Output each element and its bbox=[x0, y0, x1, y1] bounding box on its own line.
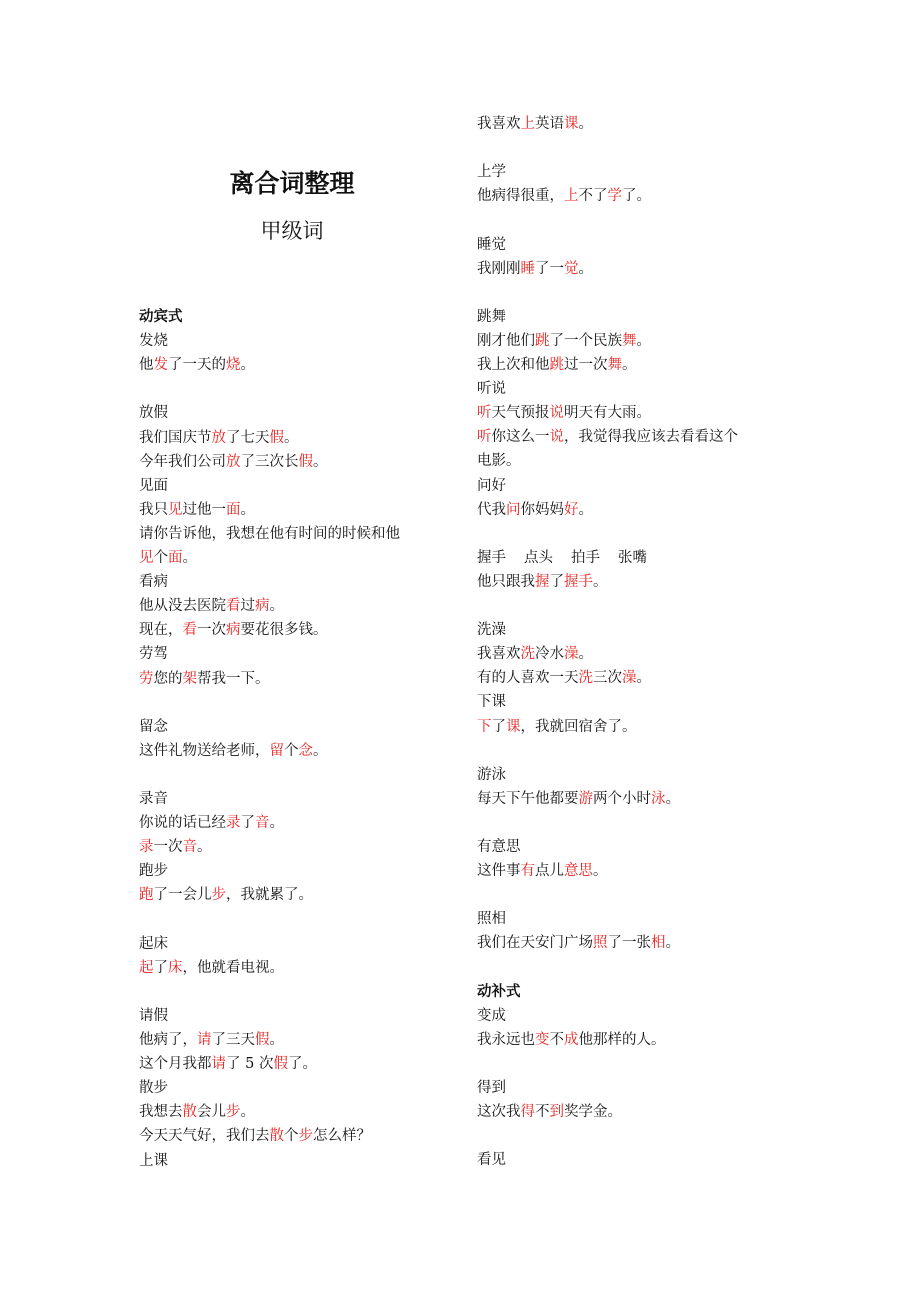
highlighted-morpheme: 放 bbox=[211, 429, 226, 446]
sentence-text: 我永远也 bbox=[477, 1031, 535, 1048]
vocab-word: 游泳 bbox=[477, 766, 506, 783]
sentence-text: 。 bbox=[636, 332, 651, 349]
example-sentence bbox=[139, 884, 313, 906]
highlighted-morpheme: 架 bbox=[182, 670, 197, 687]
example-sentence bbox=[139, 668, 270, 690]
sentence-text: 现在， bbox=[139, 622, 183, 639]
sentence-text: 。 bbox=[578, 646, 593, 663]
sentence-text: 我想去 bbox=[139, 1104, 183, 1121]
highlighted-morpheme: 照 bbox=[593, 935, 608, 952]
sentence-text: 了一张 bbox=[607, 935, 651, 952]
vocab-word: 看病 bbox=[139, 574, 168, 591]
sentence-text: 过一次 bbox=[564, 357, 608, 373]
sentence-text: 。 bbox=[182, 550, 197, 566]
highlighted-morpheme: 步 bbox=[226, 1104, 241, 1121]
highlighted-morpheme: 课 bbox=[564, 116, 579, 132]
highlighted-morpheme: 上 bbox=[564, 188, 579, 205]
sentence-text: 要花很多钱。 bbox=[240, 622, 328, 639]
section-heading: 动宾式 bbox=[139, 309, 183, 325]
sentence-text: 奖学金。 bbox=[564, 1104, 622, 1121]
sentence-text: 三次 bbox=[593, 670, 622, 687]
highlighted-morpheme: 课 bbox=[506, 718, 521, 735]
sentence-text: 。 bbox=[578, 501, 593, 518]
sentence-text: 一次 bbox=[153, 839, 183, 856]
highlighted-morpheme: 散 bbox=[182, 1104, 197, 1121]
vocab-word: 睡觉 bbox=[477, 236, 506, 253]
vocab-word: 照相 bbox=[477, 911, 506, 928]
sentence-text: 我们在天安门广场 bbox=[477, 935, 593, 952]
sentence-text: 了三天 bbox=[211, 1032, 255, 1048]
highlighted-morpheme: 洗 bbox=[520, 646, 535, 663]
sentence-text: 不 bbox=[535, 1104, 550, 1121]
sentence-text: 。 bbox=[313, 453, 328, 470]
sentence-text: 了 bbox=[153, 959, 168, 976]
vocab-word: 跑步 bbox=[139, 863, 168, 880]
vocab-word: 听说 bbox=[477, 381, 506, 398]
sentence-text: 会儿 bbox=[197, 1104, 226, 1121]
vocab-word: 起床 bbox=[139, 935, 168, 952]
example-sentence bbox=[477, 788, 680, 810]
sentence-text: 这个月我都 bbox=[139, 1056, 212, 1073]
vocab-word: 请假 bbox=[139, 1007, 168, 1024]
highlighted-morpheme: 假 bbox=[273, 1056, 288, 1073]
sentence-text: 。 bbox=[665, 935, 680, 952]
sentence-text: 。 bbox=[636, 670, 651, 687]
highlighted-morpheme: 成 bbox=[564, 1031, 579, 1048]
sentence-text: 我上次和他 bbox=[477, 357, 550, 373]
example-sentence bbox=[477, 258, 593, 280]
sentence-text: 。 bbox=[593, 863, 608, 880]
sentence-text: 他只跟我 bbox=[477, 573, 535, 590]
sentence-text: 明天有大雨。 bbox=[564, 405, 651, 422]
sentence-text: 。 bbox=[269, 1032, 284, 1048]
highlighted-morpheme: 录 bbox=[139, 839, 154, 856]
highlighted-morpheme: 上 bbox=[520, 116, 535, 132]
sentence-text: 点儿 bbox=[535, 863, 564, 880]
sentence-text: 了 bbox=[549, 573, 564, 590]
highlighted-morpheme: 面 bbox=[168, 550, 183, 566]
highlighted-morpheme: 音 bbox=[255, 815, 270, 832]
sentence-text: 过 bbox=[240, 598, 255, 615]
sentence-text: 你妈妈 bbox=[520, 501, 564, 518]
vocab-word: 留念 bbox=[139, 718, 168, 735]
sentence-text: 今天天气好，我们去 bbox=[139, 1128, 270, 1145]
example-sentence bbox=[477, 426, 738, 448]
example-sentence bbox=[139, 740, 328, 762]
sentence-text: 个 bbox=[153, 550, 168, 566]
sentence-text: 了 bbox=[491, 718, 506, 735]
highlighted-morpheme: 说 bbox=[549, 429, 564, 446]
highlighted-morpheme: 见 bbox=[139, 550, 154, 566]
example-sentence bbox=[139, 1125, 371, 1147]
vocab-word-group bbox=[477, 547, 647, 569]
sentence-text: 您的 bbox=[153, 670, 183, 687]
highlighted-morpheme: 睡 bbox=[520, 260, 535, 277]
example-sentence bbox=[477, 643, 593, 665]
sentence-text: ，我就回宿舍了。 bbox=[520, 718, 637, 735]
sentence-text: 。 bbox=[240, 1104, 255, 1121]
highlighted-morpheme: 握手 bbox=[564, 573, 593, 590]
sentence-text: 天气预报 bbox=[491, 405, 550, 422]
sentence-text: 了 bbox=[240, 815, 255, 832]
vocab-word: 得到 bbox=[477, 1080, 506, 1096]
highlighted-morpheme: 烧 bbox=[226, 357, 241, 374]
example-sentence bbox=[139, 1053, 317, 1075]
vocab-word: 上学 bbox=[477, 164, 506, 181]
vocab-word: 劳驾 bbox=[139, 646, 168, 663]
example-sentence bbox=[139, 499, 255, 521]
sentence-text: 代我 bbox=[477, 501, 506, 518]
sentence-text: 今年我们公司 bbox=[139, 453, 226, 470]
highlighted-morpheme: 起 bbox=[139, 959, 154, 976]
highlighted-morpheme: 得 bbox=[520, 1104, 535, 1121]
example-sentence bbox=[477, 667, 651, 689]
highlighted-morpheme: 发 bbox=[153, 357, 168, 374]
example-sentence bbox=[139, 812, 284, 834]
highlighted-morpheme: 请 bbox=[211, 1056, 226, 1073]
example-sentence bbox=[477, 499, 593, 521]
sentence-text: 英语 bbox=[535, 116, 564, 132]
sentence-text: 他病得很重， bbox=[477, 188, 564, 205]
highlighted-morpheme: 念 bbox=[298, 742, 313, 759]
sentence-text: 电影。 bbox=[477, 453, 521, 470]
highlighted-morpheme: 假 bbox=[255, 1032, 270, 1048]
highlighted-morpheme: 步 bbox=[298, 1128, 313, 1145]
highlighted-morpheme: 学 bbox=[607, 188, 622, 205]
sentence-text: 刚才他们 bbox=[477, 332, 535, 349]
example-sentence bbox=[139, 1029, 284, 1051]
highlighted-morpheme: 劳 bbox=[139, 670, 154, 687]
sentence-text: 他从没去医院 bbox=[139, 598, 226, 615]
vocab-word: 张嘴 bbox=[618, 549, 647, 566]
sentence-text: 了。 bbox=[287, 1056, 317, 1073]
vocab-word: 看见 bbox=[477, 1152, 506, 1169]
highlighted-morpheme: 病 bbox=[226, 622, 241, 639]
sentence-text: ，我就累了。 bbox=[226, 887, 313, 904]
example-sentence bbox=[139, 427, 299, 449]
highlighted-morpheme: 散 bbox=[269, 1128, 284, 1145]
highlighted-morpheme: 跳 bbox=[535, 332, 550, 349]
example-sentence bbox=[477, 932, 680, 954]
sentence-text: 了七天 bbox=[226, 429, 270, 446]
section-heading: 动补式 bbox=[477, 983, 521, 1000]
sentence-text: 我刚刚 bbox=[477, 260, 521, 277]
sentence-text: ，他就看电视。 bbox=[182, 959, 284, 976]
highlighted-morpheme: 见 bbox=[168, 501, 183, 518]
example-sentence bbox=[139, 1101, 255, 1123]
sentence-text: 你这么一 bbox=[491, 429, 550, 446]
vocab-word: 有意思 bbox=[477, 839, 521, 855]
sentence-text: 我喜欢 bbox=[477, 116, 521, 132]
example-sentence bbox=[139, 957, 284, 979]
sentence-text: 帮我一下。 bbox=[197, 670, 270, 687]
vocab-word: 问好 bbox=[477, 477, 506, 494]
vocab-word: 跳舞 bbox=[477, 308, 506, 325]
sentence-text: 他病了， bbox=[139, 1032, 197, 1048]
highlighted-morpheme: 澡 bbox=[564, 646, 579, 663]
sentence-text: 了 5 次 bbox=[226, 1056, 274, 1073]
sentence-text: 了一会儿 bbox=[153, 887, 212, 904]
highlighted-morpheme: 录 bbox=[226, 815, 241, 832]
highlighted-morpheme: 假 bbox=[298, 453, 313, 470]
sentence-text: 不了 bbox=[578, 188, 608, 205]
sentence-text: 个 bbox=[284, 742, 299, 759]
sentence-text: ，我觉得我应该去看看这个 bbox=[564, 429, 738, 446]
sentence-text: 了。 bbox=[622, 188, 651, 205]
sentence-text: 。 bbox=[269, 598, 284, 615]
page-subtitle: 甲级词 bbox=[260, 219, 324, 243]
example-sentence bbox=[477, 185, 651, 207]
vocab-word: 上课 bbox=[139, 1152, 168, 1169]
highlighted-morpheme: 觉 bbox=[564, 260, 579, 277]
sentence-text: 了一个民族 bbox=[549, 332, 622, 349]
sentence-text: 你说的话已经 bbox=[139, 815, 226, 832]
example-sentence bbox=[139, 547, 197, 569]
highlighted-morpheme: 步 bbox=[211, 887, 226, 904]
example-sentence bbox=[139, 523, 400, 545]
sentence-text: 他 bbox=[139, 357, 154, 374]
highlighted-morpheme: 下 bbox=[477, 718, 492, 735]
sentence-text: 。 bbox=[269, 815, 284, 832]
sentence-text: 不 bbox=[549, 1031, 564, 1048]
highlighted-morpheme: 洗 bbox=[578, 670, 593, 687]
vocab-word: 发烧 bbox=[139, 333, 168, 350]
vocab-word: 洗澡 bbox=[477, 622, 506, 639]
sentence-text: 过他一 bbox=[182, 501, 226, 518]
sentence-text: 我只 bbox=[139, 501, 168, 518]
sentence-text: 这件礼物送给老师， bbox=[139, 742, 270, 759]
sentence-text: 了一 bbox=[535, 260, 564, 277]
vocab-word: 下课 bbox=[477, 694, 506, 711]
highlighted-morpheme: 留 bbox=[269, 742, 284, 759]
example-sentence bbox=[477, 450, 521, 472]
highlighted-morpheme: 相 bbox=[651, 935, 666, 952]
sentence-text: 冷水 bbox=[535, 646, 564, 663]
highlighted-morpheme: 听 bbox=[477, 405, 492, 422]
highlighted-morpheme: 握 bbox=[535, 573, 550, 590]
sentence-text: 。 bbox=[313, 742, 328, 759]
sentence-text: 了一天的 bbox=[168, 357, 226, 374]
vocab-word: 拍手 bbox=[571, 549, 600, 566]
sentence-text: 他那样的人。 bbox=[578, 1031, 666, 1048]
highlighted-morpheme: 舞 bbox=[622, 332, 637, 349]
sentence-text: 我们国庆节 bbox=[139, 429, 212, 446]
example-sentence bbox=[139, 619, 328, 641]
sentence-text: 。 bbox=[240, 501, 255, 518]
vocab-word: 录音 bbox=[139, 791, 168, 807]
highlighted-morpheme: 澡 bbox=[622, 670, 637, 687]
highlighted-morpheme: 到 bbox=[549, 1104, 564, 1121]
highlighted-morpheme: 跳 bbox=[549, 357, 564, 373]
highlighted-morpheme: 说 bbox=[549, 405, 564, 422]
highlighted-morpheme: 游 bbox=[578, 790, 593, 807]
highlighted-morpheme: 意思 bbox=[564, 863, 593, 880]
highlighted-morpheme: 看 bbox=[182, 622, 197, 639]
vocab-word: 点头 bbox=[524, 549, 553, 566]
sentence-text: 每天下午他都要 bbox=[477, 790, 579, 807]
sentence-text: 。 bbox=[578, 116, 593, 132]
sentence-text: 这次我 bbox=[477, 1104, 521, 1121]
sentence-text: 。 bbox=[240, 357, 255, 374]
highlighted-morpheme: 床 bbox=[168, 959, 183, 976]
highlighted-morpheme: 请 bbox=[197, 1032, 212, 1048]
highlighted-morpheme: 放 bbox=[226, 453, 241, 470]
sentence-text: 个 bbox=[284, 1128, 299, 1145]
highlighted-morpheme: 看 bbox=[226, 598, 241, 615]
vocab-word: 散步 bbox=[139, 1080, 168, 1097]
sentence-text: 我喜欢 bbox=[477, 646, 521, 663]
highlighted-morpheme: 音 bbox=[182, 839, 197, 856]
sentence-text: 一次 bbox=[197, 622, 226, 639]
highlighted-morpheme: 假 bbox=[269, 429, 284, 446]
vocab-word: 变成 bbox=[477, 1007, 506, 1024]
example-sentence bbox=[477, 354, 637, 376]
example-sentence bbox=[477, 1101, 622, 1123]
vocab-word: 放假 bbox=[139, 405, 168, 422]
sentence-text: 。 bbox=[197, 839, 212, 856]
example-sentence bbox=[477, 571, 608, 593]
highlighted-morpheme: 问 bbox=[506, 501, 521, 518]
sentence-text: 有的人喜欢一天 bbox=[477, 670, 579, 687]
highlighted-morpheme: 跑 bbox=[139, 887, 154, 904]
example-sentence bbox=[477, 860, 608, 882]
highlighted-morpheme: 泳 bbox=[651, 790, 666, 807]
example-sentence bbox=[139, 354, 255, 376]
example-sentence bbox=[477, 330, 651, 352]
example-sentence bbox=[477, 716, 637, 738]
highlighted-morpheme: 变 bbox=[535, 1031, 550, 1048]
sentence-text: 。 bbox=[284, 429, 299, 446]
page-title: 离合词整理 bbox=[229, 169, 355, 198]
example-sentence bbox=[139, 451, 328, 473]
highlighted-morpheme: 好 bbox=[564, 501, 579, 518]
example-sentence bbox=[477, 113, 593, 135]
highlighted-morpheme: 听 bbox=[477, 429, 492, 446]
sentence-text: 怎么样？ bbox=[313, 1128, 371, 1145]
example-sentence bbox=[139, 595, 284, 617]
vocab-word: 握手 bbox=[477, 549, 506, 566]
sentence-text: 这件事 bbox=[477, 863, 521, 880]
sentence-text: 两个小时 bbox=[593, 790, 651, 807]
highlighted-morpheme: 病 bbox=[255, 598, 270, 615]
example-sentence bbox=[477, 402, 651, 424]
sentence-text: 。 bbox=[593, 573, 608, 590]
sentence-text: 。 bbox=[622, 357, 637, 373]
sentence-text: 请你告诉他，我想在他有时间的时候和他 bbox=[139, 525, 400, 542]
example-sentence bbox=[477, 1029, 666, 1051]
vocab-word: 见面 bbox=[139, 477, 168, 494]
highlighted-morpheme: 舞 bbox=[607, 357, 622, 373]
highlighted-morpheme: 面 bbox=[226, 501, 241, 518]
sentence-text: 。 bbox=[665, 790, 680, 807]
sentence-text: 了三次长 bbox=[240, 453, 299, 470]
highlighted-morpheme: 有 bbox=[520, 863, 535, 880]
example-sentence bbox=[139, 836, 212, 858]
sentence-text: 。 bbox=[578, 260, 593, 277]
